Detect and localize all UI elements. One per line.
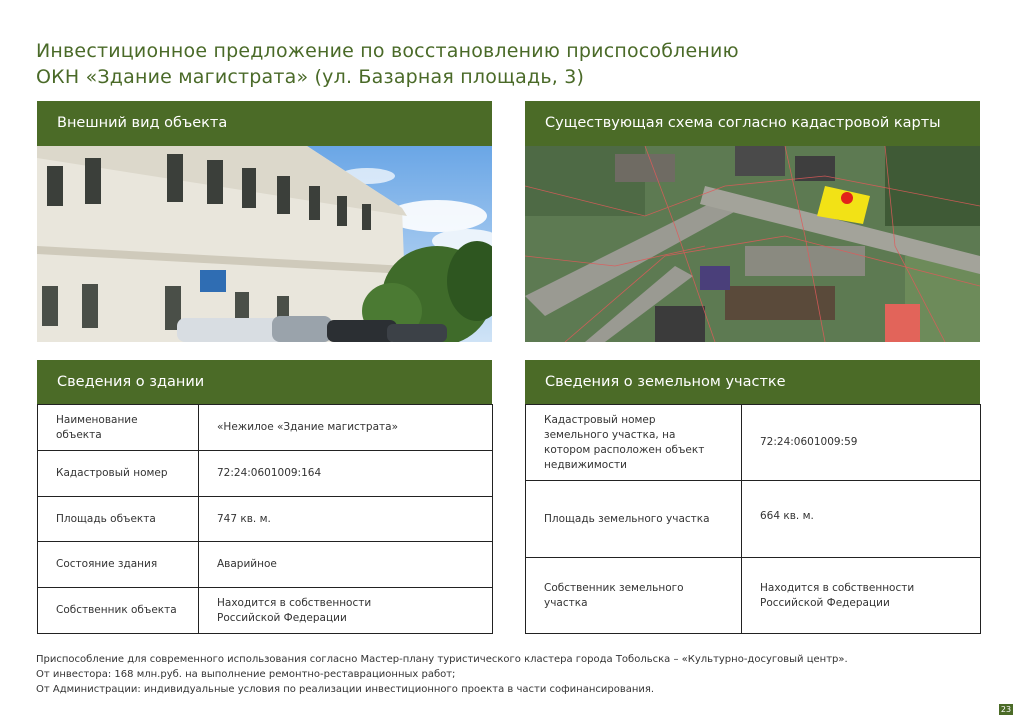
cadastral-map-image xyxy=(525,146,980,342)
footer-line-3: От Администрации: индивидуальные условия по реализации инвестиционного проекта в части софинансирования. xyxy=(36,684,655,695)
cadastral-map-card-header xyxy=(525,101,980,146)
page-title xyxy=(36,38,936,90)
page-title-line-1: Инвестиционное предложение по восстановлению приспособлению xyxy=(36,40,739,62)
building-cadastral-number-value: 72:24:0601009:164 xyxy=(199,451,493,497)
footer-line-1: Приспособление для современного использования согласно Мастер-плану туристического кластера города Тобольска – «Культурно-досуговый центр». xyxy=(36,654,848,665)
building-area-value: 747 кв. м. xyxy=(199,497,493,542)
table-row xyxy=(38,405,493,451)
exterior-card-title: Внешний вид объекта xyxy=(57,115,228,131)
table-row xyxy=(38,497,493,542)
building-info-card-title: Сведения о здании xyxy=(57,374,205,390)
table-row xyxy=(38,588,493,634)
land-area-label: Площадь земельного участка xyxy=(526,481,742,558)
table-row xyxy=(526,481,981,558)
table-row xyxy=(526,558,981,634)
table-row xyxy=(526,405,981,481)
land-owner-label: Собственник земельного участка xyxy=(526,558,742,634)
table-row xyxy=(38,542,493,588)
land-info-card-header xyxy=(525,360,980,405)
building-info-card-header xyxy=(37,360,492,405)
building-cadastral-number-label: Кадастровый номер xyxy=(38,451,199,497)
building-owner-value: Находится в собственности Российской Федерации xyxy=(199,588,493,634)
building-object-name-value: «Нежилое «Здание магистрата» xyxy=(199,405,493,451)
building-photo xyxy=(37,146,492,342)
land-cadastral-number-value: 72:24:0601009:59 xyxy=(742,405,981,481)
page-title-line-2: ОКН «Здание магистрата» (ул. Базарная площадь, 3) xyxy=(36,66,585,88)
footer-notes xyxy=(36,652,976,697)
building-condition-value: Аварийное xyxy=(199,542,493,588)
building-info-table xyxy=(37,404,493,634)
page-number: 23 xyxy=(1000,705,1012,714)
building-owner-label: Собственник объекта xyxy=(38,588,199,634)
footer-line-2: От инвестора: 168 млн.руб. на выполнение ремонтно-реставрационных работ; xyxy=(36,669,456,680)
land-owner-value: Находится в собственности Российской Федерации xyxy=(742,558,981,634)
building-area-label: Площадь объекта xyxy=(38,497,199,542)
land-info-table xyxy=(525,404,981,634)
building-object-name-label: Наименование объекта xyxy=(38,405,199,451)
land-cadastral-number-label: Кадастровый номер земельного участка, на котором расположен объект недвижимости xyxy=(526,405,742,481)
land-area-value: 664 кв. м. xyxy=(742,481,981,558)
cadastral-map-card-title: Существующая схема согласно кадастровой карты xyxy=(545,115,941,131)
land-info-card-title: Сведения о земельном участке xyxy=(545,374,786,390)
table-row xyxy=(38,451,493,497)
exterior-card-header xyxy=(37,101,492,146)
building-condition-label: Состояние здания xyxy=(38,542,199,588)
